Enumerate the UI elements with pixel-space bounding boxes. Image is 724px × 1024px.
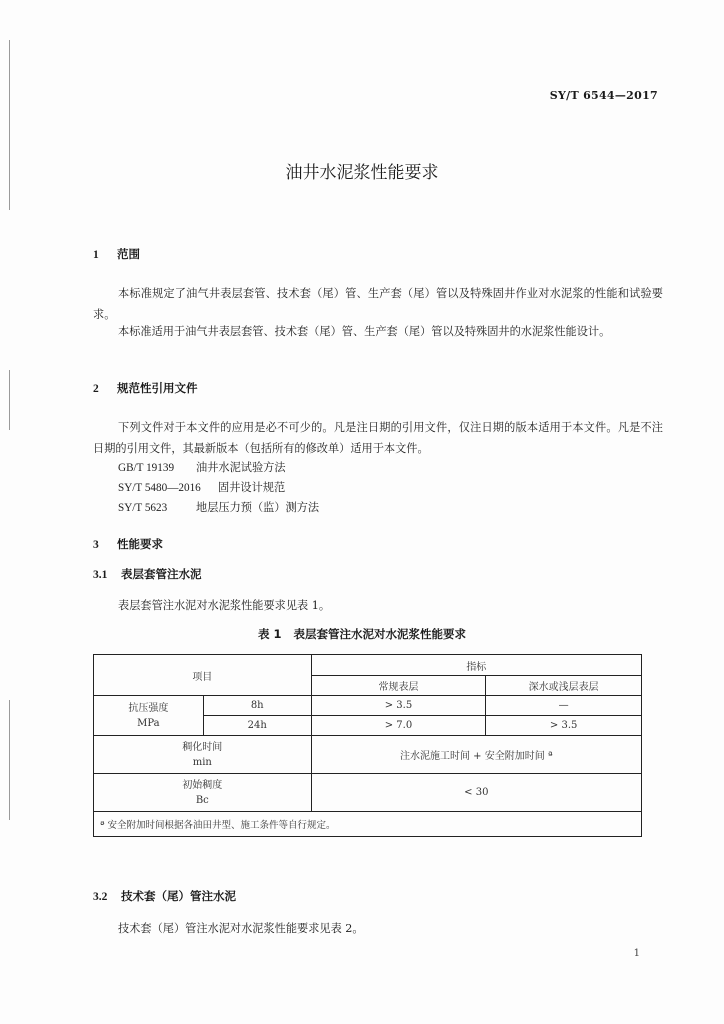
paragraph: 下列文件对于本文件的应用是必不可少的。凡是注日期的引用文件，仅注日期的版本适用于本文件。凡是不注日期的引用文件，其最新版本（包括所有的修改单）适用于本文件。 (93, 421, 663, 455)
section-heading-references (93, 380, 198, 396)
table-cell: < 30 (311, 774, 641, 812)
header-col-regular: 常规表层 (311, 676, 486, 696)
sub-label-8h: 8h (203, 696, 311, 716)
table-cell: 注水泥施工时间 + 安全附加时间 ª (311, 736, 641, 774)
row-label-initial-consistency (94, 774, 312, 812)
header-col-deepwater: 深水或浅层表层 (486, 676, 642, 696)
row-label-compressive-strength (94, 696, 204, 736)
reference-name: 油井水泥试验方法 (196, 461, 286, 474)
section-title: 范围 (117, 247, 140, 261)
page-number: 1 (633, 948, 640, 959)
document-title: 油井水泥浆性能要求 (285, 163, 439, 183)
subsection-number: 3.1 (93, 569, 108, 581)
row-label-unit: Bc (195, 794, 209, 806)
row-label-unit: MPa (137, 717, 160, 729)
paragraph: 表层套管注水泥对水泥浆性能要求见表 1。 (118, 599, 331, 612)
row-label-thickening-time (94, 736, 312, 774)
reference-item (118, 479, 285, 495)
scan-margin-line (9, 700, 10, 820)
reference-name: 地层压力预（监）测方法 (196, 501, 320, 514)
reference-item (118, 499, 319, 515)
performance-table (93, 654, 642, 837)
section-title: 规范性引用文件 (117, 381, 198, 395)
table-number: 表 1 (257, 627, 282, 641)
section-number: 2 (93, 383, 99, 395)
paragraph: 本标准规定了油气井表层套管、技术套（尾）管、生产套（尾）管以及特殊固井作业对水泥浆的性能和试验要求。 (93, 287, 663, 321)
table-cell: > 3.5 (311, 696, 486, 716)
sub-label-24h: 24h (203, 716, 311, 736)
paragraph: 本标准适用于油气井表层套管、技术套（尾）管、生产套（尾）管以及特殊固井的水泥浆性能设计。 (118, 325, 611, 338)
subsection-number: 3.2 (93, 891, 108, 903)
scan-margin-line (9, 40, 10, 210)
reference-code: SY/T 5480—2016 (118, 482, 201, 494)
reference-code: GB/T 19139 (118, 462, 175, 474)
row-label-name: 初始稠度 (182, 779, 223, 791)
standard-code: SY/T 6544—2017 (549, 89, 658, 102)
subsection-title: 技术套（尾）管注水泥 (121, 889, 236, 903)
table-footnote: ª 安全附加时间根据各油田井型、施工条件等自行规定。 (94, 812, 642, 837)
subsection-title: 表层套管注水泥 (121, 567, 202, 581)
table-cell: — (486, 696, 642, 716)
table-caption-text: 表层套管注水泥对水泥浆性能要求 (293, 627, 466, 641)
subsection-heading (93, 888, 236, 904)
section-title: 性能要求 (117, 537, 163, 551)
table-cell: > 3.5 (486, 716, 642, 736)
reference-code: SY/T 5623 (118, 502, 168, 514)
table-cell: > 7.0 (311, 716, 486, 736)
paragraph: 技术套（尾）管注水泥对水泥浆性能要求见表 2。 (118, 922, 364, 935)
row-label-name: 抗压强度 (128, 702, 169, 714)
row-label-unit: min (192, 756, 212, 768)
scan-margin-line (9, 370, 10, 430)
section-heading-scope (93, 246, 140, 262)
reference-name: 固井设计规范 (218, 481, 286, 494)
header-item: 项目 (94, 655, 312, 696)
table-caption (0, 626, 724, 642)
section-number: 1 (93, 249, 99, 261)
row-label-name: 稠化时间 (182, 741, 223, 753)
reference-item (118, 459, 286, 475)
section-number: 3 (93, 539, 99, 551)
header-index: 指标 (311, 655, 641, 676)
section-heading-performance (93, 536, 163, 552)
subsection-heading (93, 566, 202, 582)
